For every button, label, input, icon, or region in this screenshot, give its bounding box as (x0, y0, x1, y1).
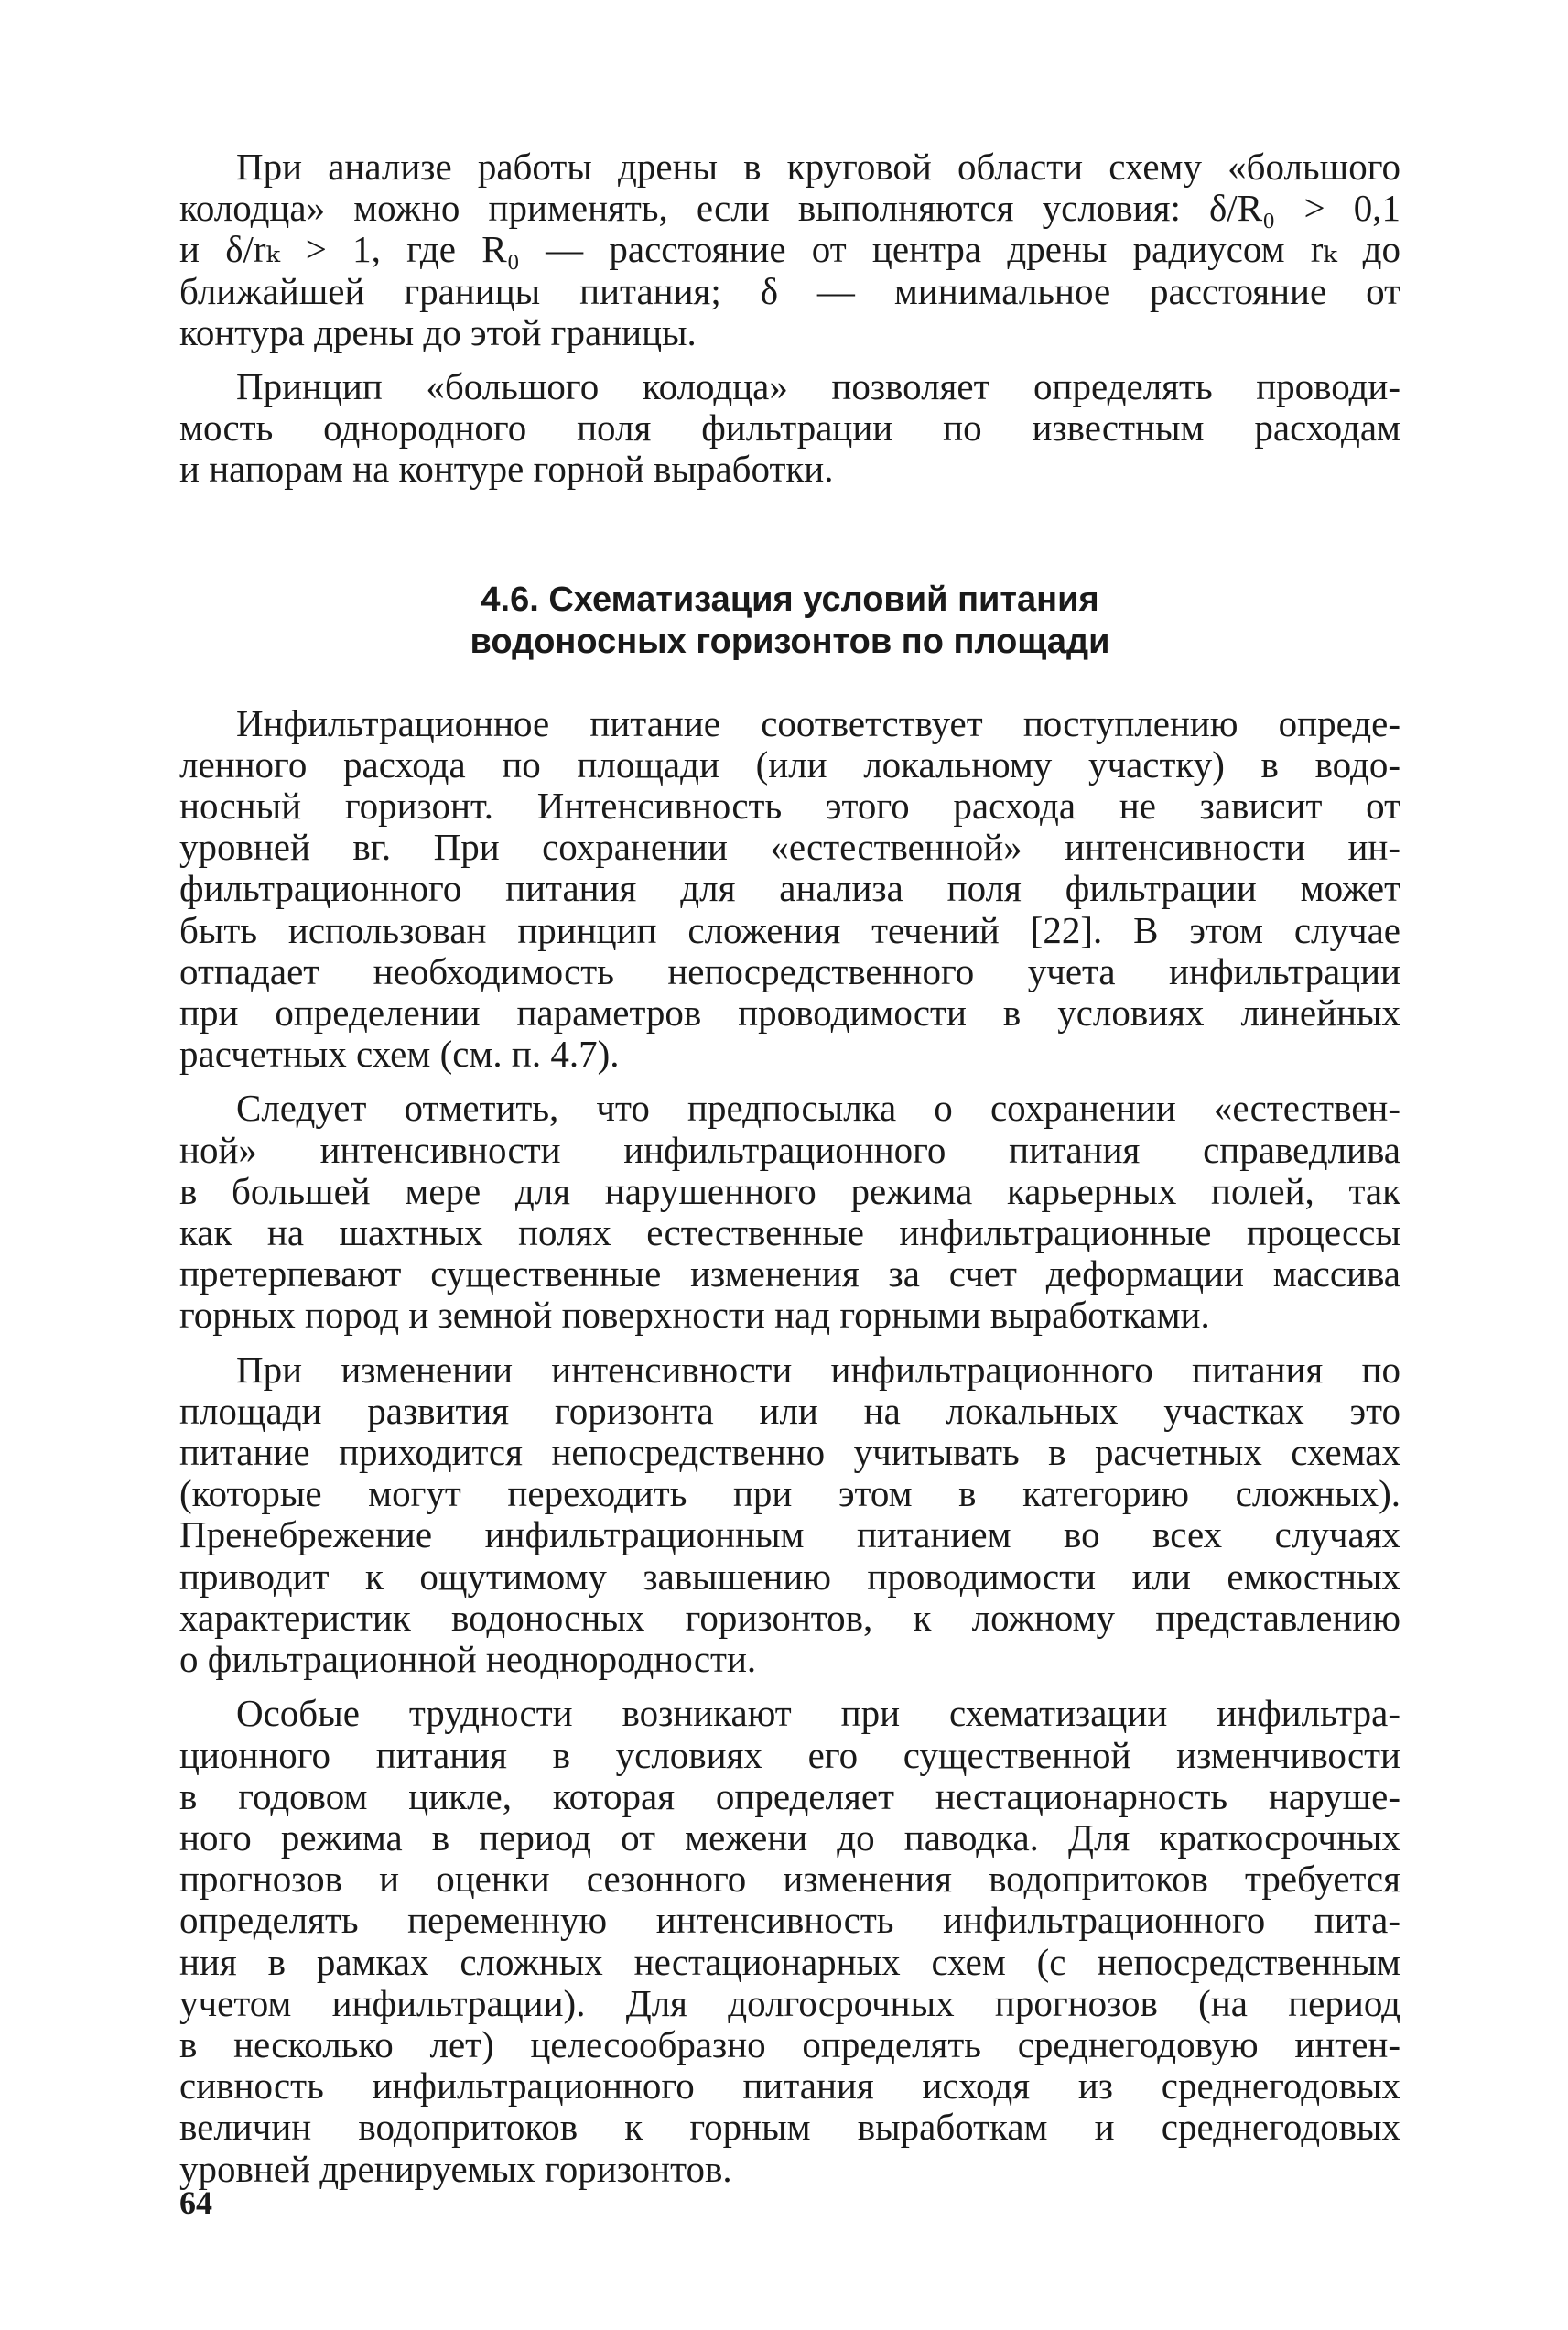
text-line: как на шахтных полях естественные инфильтрационные процессы (179, 1212, 1400, 1254)
text-line: претерпевают существенные изменения за счет деформации массива (179, 1253, 1400, 1295)
heading-line: водоносных горизонтов по площади (470, 622, 1110, 661)
text-line: Пренебрежение инфильтрационным питанием во всех случаях (179, 1514, 1400, 1556)
text-line: определять переменную интенсивность инфильтрационного пита- (179, 1900, 1400, 1942)
text-line: уровней дренируемых горизонтов. (179, 2148, 732, 2190)
text-line: расчетных схем (см. п. 4.7). (179, 1034, 620, 1076)
text-line: быть использован принцип сложения течений [22]. В этом случае (179, 909, 1400, 951)
paragraph-seasonal-difficulties (179, 1693, 1400, 2189)
page-number: 64 (179, 2184, 212, 2221)
text-line: Принцип «большого колодца» позволяет определять проводи- (236, 366, 1400, 408)
text-line: Следует отметить, что предпосылка о сохранении «естествен- (236, 1088, 1400, 1130)
text-line: питание приходится непосредственно учитывать в расчетных схемах (179, 1432, 1400, 1474)
text-line: мость однородного поля фильтрации по известным расходам (179, 407, 1400, 450)
text-line: о фильтрационной неоднородности. (179, 1639, 757, 1681)
text-line: ционного питания в условиях его существенной изменчивости (179, 1734, 1400, 1776)
text-line: и δ/rₖ > 1, где R₀ — расстояние от центра дрены радиусом rₖ до (179, 229, 1400, 271)
text-line: приводит к ощутимому завышению проводимости или емкостных (179, 1555, 1400, 1598)
paragraph-infiltration-supply (179, 703, 1400, 1076)
text-line: ной» интенсивности инфильтрационного питания справедлива (179, 1129, 1400, 1171)
heading-line: 4.6. Схематизация условий питания (481, 580, 1099, 619)
text-line: контура дрены до этой границы. (179, 311, 697, 353)
text-line: (которые могут переходить при этом в категорию сложных). (179, 1473, 1400, 1515)
text-line: отпадает необходимость непосредственного учета инфильтрации (179, 950, 1400, 992)
text-line: При изменении интенсивности инфильтрационного питания по (236, 1349, 1400, 1391)
text-line: фильтрационного питания для анализа поля фильтрации может (179, 868, 1400, 910)
text-line: ближайшей границы питания; δ — минимальное расстояние от (179, 270, 1400, 312)
paragraph-intensity-change (179, 1349, 1400, 1681)
text-line: в большей мере для нарушенного режима карьерных полей, так (179, 1170, 1400, 1212)
text-line: горных пород и земной поверхности над горными выработками. (179, 1295, 1210, 1337)
text-line: ного режима в период от межени до паводка. Для краткосрочных (179, 1816, 1400, 1859)
text-line: сивность инфильтрационного питания исходя из среднегодовых (179, 2065, 1400, 2108)
section-heading (179, 579, 1400, 663)
text-line: При анализе работы дрены в круговой области схему «большого (236, 146, 1400, 188)
text-line: величин водопритоков к горным выработкам и среднегодовых (179, 2107, 1400, 2149)
text-line: ния в рамках сложных нестационарных схем (с непосредственным (179, 1941, 1400, 1983)
text-line: при определении параметров проводимости в условиях линейных (179, 992, 1400, 1035)
page-body (179, 146, 1400, 2190)
paragraph-big-well-principle (179, 366, 1400, 491)
text-line: площади развития горизонта или на локальных участках это (179, 1390, 1400, 1432)
text-line: уровней вг. При сохранении «естественной» интенсивности ин- (179, 827, 1400, 869)
text-line: носный горизонт. Интенсивность этого расхода не зависит от (179, 786, 1400, 828)
paragraph-big-well-conditions (179, 146, 1400, 353)
text-line: прогнозов и оценки сезонного изменения водопритоков требуется (179, 1859, 1400, 1901)
text-line: в годовом цикле, которая определяет нестационарность наруше- (179, 1775, 1400, 1817)
text-line: ленного расхода по площади (или локальному участку) в водо- (179, 743, 1400, 786)
paragraph-natural-intensity (179, 1088, 1400, 1336)
text-line: колодца» можно применять, если выполняются условия: δ/R₀ > 0,1 (179, 188, 1400, 230)
text-line: в несколько лет) целесообразно определять среднегодовую интен- (179, 2023, 1400, 2065)
text-line: Инфильтрационное питание соответствует поступлению опреде- (236, 702, 1400, 744)
text-line: учетом инфильтрации). Для долгосрочных прогнозов (на период (179, 1982, 1400, 2024)
text-line: и напорам на контуре горной выработки. (179, 449, 834, 491)
text-line: характеристик водоносных горизонтов, к ложному представлению (179, 1597, 1400, 1639)
text-line: Особые трудности возникают при схематизации инфильтра- (236, 1693, 1400, 1735)
